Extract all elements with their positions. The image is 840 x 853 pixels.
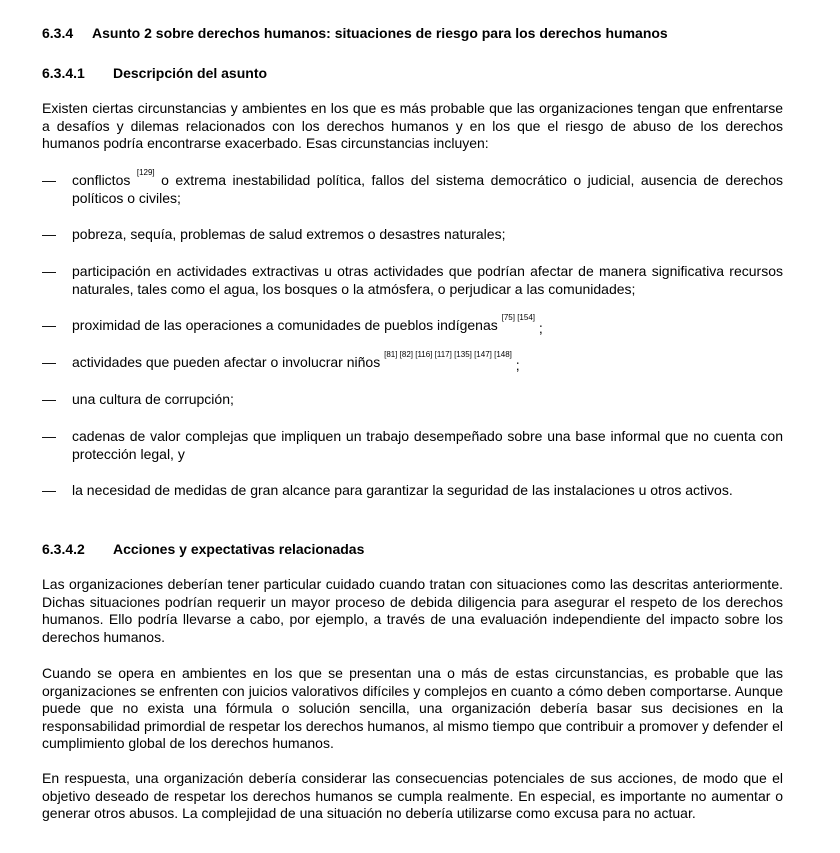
subsection-2-title: Acciones y expectativas relacionadas bbox=[113, 541, 365, 557]
list-item-text: proximidad de las operaciones a comunidades de pueblos indígenas bbox=[72, 317, 502, 333]
list-item bbox=[42, 226, 783, 244]
footnote-ref[interactable]: [129] bbox=[136, 168, 155, 177]
list-item bbox=[42, 263, 783, 298]
list-item-text: la necesidad de medidas de gran alcance para garantizar la seguridad de las instalaciones u otros activos. bbox=[72, 482, 733, 498]
em-dash-bullet: — bbox=[42, 391, 56, 407]
footnote-refs[interactable]: [75] [154] bbox=[501, 313, 535, 322]
list-item-text: actividades que pueden afectar o involucrar niños bbox=[72, 354, 385, 370]
em-dash-bullet: — bbox=[42, 482, 56, 498]
list-item-text: o extrema inestabilidad política, fallos del sistema democrático o judicial, ausencia de derechos políticos o civiles; bbox=[72, 172, 784, 206]
subsection-1-heading bbox=[42, 65, 783, 82]
body-paragraph: En respuesta, una organización debería considerar las consecuencias potenciales de sus acciones, de modo que el objetivo deseado de respetar los derechos humanos se cumpla realmente. En especial, es importante no aumentar o generar otros abusos. La complejidad de una situación no debería utilizarse como excusa para no actuar. bbox=[42, 770, 783, 822]
body-paragraph: Las organizaciones deberían tener particular cuidado cuando tratan con situaciones como las descritas anteriormente. Dichas situaciones podrían requerir un mayor proceso de debida diligencia para asegurar el respeto de los derechos humanos. Ello podría llevarse a cabo, por ejemplo, a través de una evaluación independiente del impacto sobre los derechos humanos. bbox=[42, 576, 783, 645]
list-item-text: pobreza, sequía, problemas de salud extremos o desastres naturales; bbox=[72, 226, 506, 242]
body-paragraph: Cuando se opera en ambientes en los que se presentan una o más de estas circunstancias, es probable que las organizaciones se enfrenten con juicios valorativos difíciles y complejos en cuanto a cómo deben comportarse. Aunque puede que no exista una fórmula o solución sencilla, una organización debería basar sus decisiones en la responsabilidad primordial de respetar los derechos humanos, al mismo tiempo que contribuir a promover y defender el cumplimiento global de los derechos humanos. bbox=[42, 665, 783, 752]
list-item bbox=[42, 391, 783, 409]
list-item bbox=[42, 428, 783, 463]
section-number: 6.3.4 bbox=[42, 25, 74, 41]
subsection-1-title: Descripción del asunto bbox=[113, 65, 268, 81]
em-dash-bullet: — bbox=[42, 354, 56, 370]
subsection-2-heading bbox=[42, 541, 783, 558]
list-item bbox=[42, 482, 783, 500]
em-dash-bullet: — bbox=[42, 263, 56, 279]
footnote-refs[interactable]: [81] [82] [116] [117] [135] [147] [148] bbox=[384, 350, 512, 359]
list-item-text: ; bbox=[511, 357, 520, 373]
list-item bbox=[42, 313, 783, 336]
section-title: Asunto 2 sobre derechos humanos: situaciones de riesgo para los derechos humanos bbox=[92, 25, 668, 41]
intro-paragraph: Existen ciertas circunstancias y ambientes en los que es más probable que las organizaciones tengan que enfrentarse a desafíos y dilemas relacionados con los derechos humanos y en los que el riesgo de abuso de los derechos humanos podría encontrarse exacerbado. Esas circunstancias incluyen: bbox=[42, 100, 783, 152]
list-item-text: participación en actividades extractivas u otras actividades que podrían afectar de manera significativa recursos naturales, tales como el agua, los bosques o la atmósfera, o perjudicar a las comunidades; bbox=[72, 263, 783, 297]
em-dash-bullet: — bbox=[42, 172, 56, 188]
subsection-1-number: 6.3.4.1 bbox=[42, 65, 85, 81]
section-heading bbox=[42, 25, 783, 42]
em-dash-bullet: — bbox=[42, 428, 56, 444]
list-item-text: ; bbox=[534, 320, 543, 336]
list-item bbox=[42, 350, 783, 373]
subsection-2-number: 6.3.4.2 bbox=[42, 541, 85, 557]
list-item bbox=[42, 168, 784, 207]
em-dash-bullet: — bbox=[42, 317, 56, 333]
list-item-text: conflictos bbox=[72, 172, 137, 188]
list-item-text: una cultura de corrupción; bbox=[72, 391, 234, 407]
em-dash-bullet: — bbox=[42, 226, 56, 242]
list-item-text: cadenas de valor complejas que impliquen un trabajo desempeñado sobre una base informal que no cuenta con protección legal, y bbox=[72, 428, 783, 462]
